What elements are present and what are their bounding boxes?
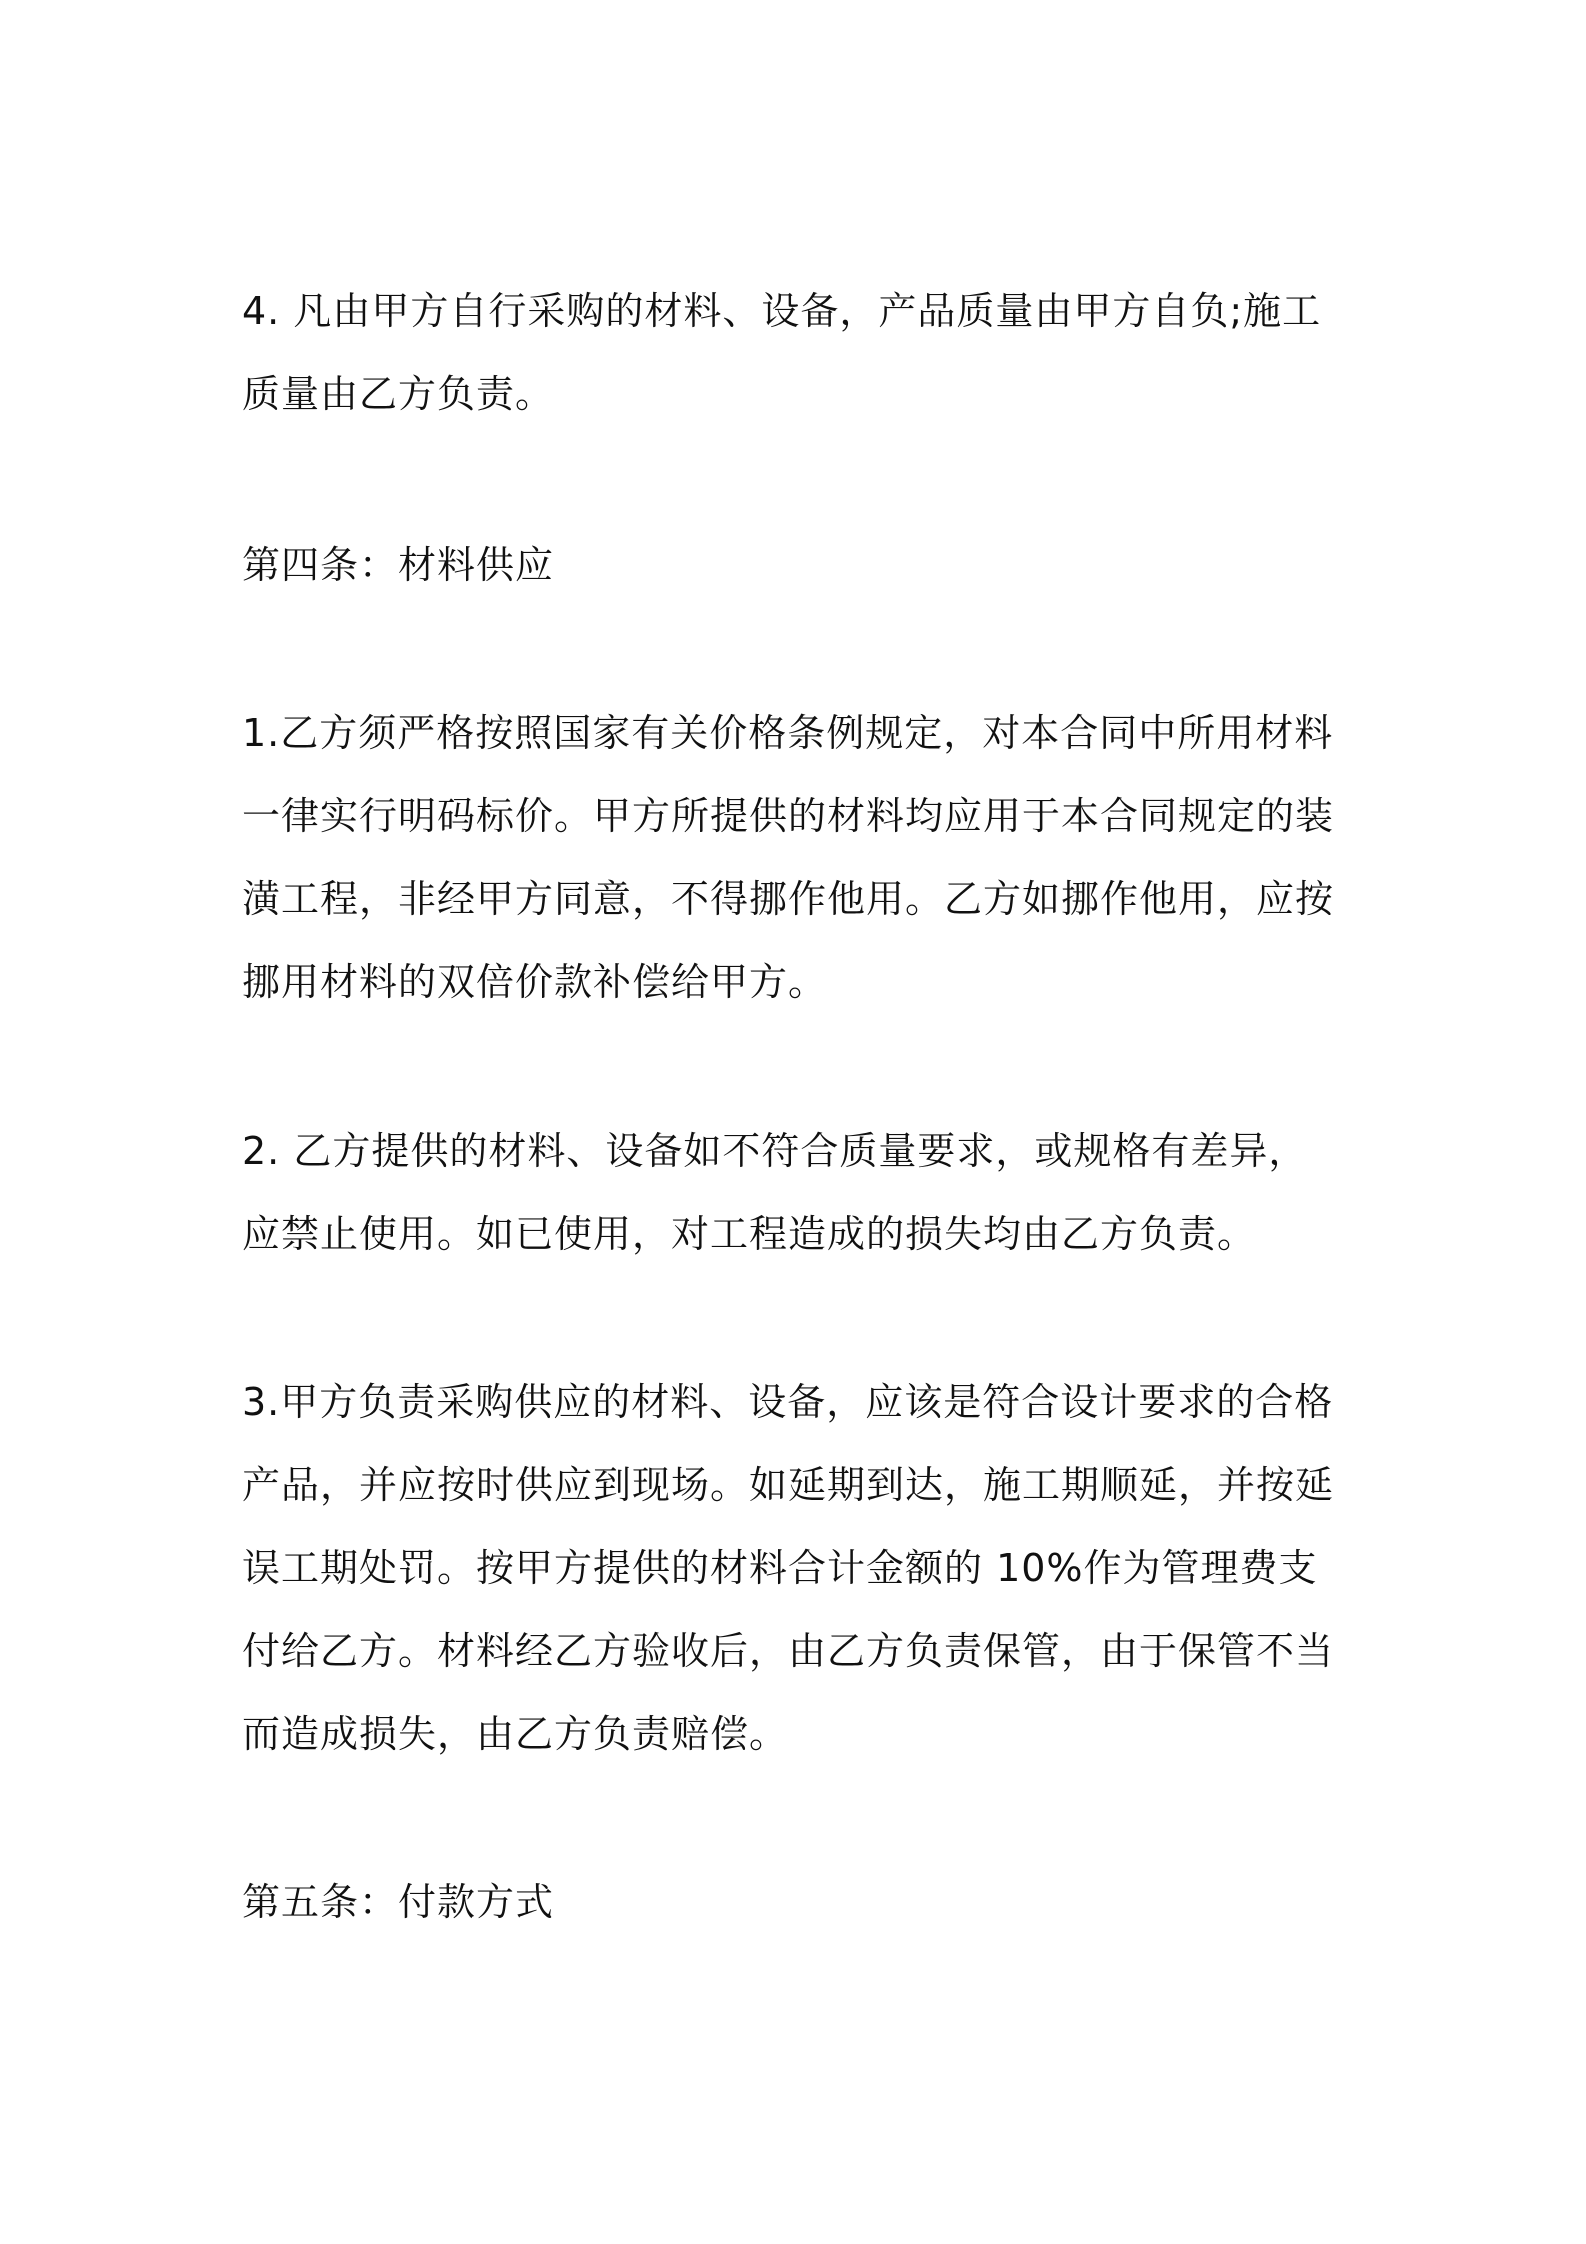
paragraph-line: 4. 凡由甲方自行采购的材料、设备，产品质量由甲方自负;施工 — [242, 289, 1322, 333]
paragraph-line: 而造成损失，由乙方负责赔偿。 — [242, 1712, 789, 1756]
paragraph-article4-item-2 — [242, 1110, 1357, 1276]
paragraph-line: 质量由乙方负责。 — [242, 372, 555, 416]
paragraph-article4-item-3 — [242, 1361, 1357, 1776]
paragraph-line: 产品，并应按时供应到现场。如延期到达，施工期顺延，并按延 — [242, 1463, 1335, 1507]
paragraph-line: 应禁止使用。如已使用，对工程造成的损失均由乙方负责。 — [242, 1212, 1257, 1256]
paragraph-line: 2. 乙方提供的材料、设备如不符合质量要求，或规格有差异， — [242, 1129, 1308, 1173]
paragraph-line: 3.甲方负责采购供应的材料、设备，应该是符合设计要求的合格 — [242, 1380, 1334, 1424]
paragraph-line: 挪用材料的双倍价款补偿给甲方。 — [242, 960, 828, 1004]
paragraph-line: 潢工程，非经甲方同意，不得挪作他用。乙方如挪作他用，应按 — [242, 877, 1335, 921]
paragraph-line: 一律实行明码标价。甲方所提供的材料均应用于本合同规定的装 — [242, 794, 1335, 838]
paragraph-article4-item-1 — [242, 692, 1357, 1024]
article-5-heading: 第五条：付款方式 — [242, 1880, 555, 1924]
paragraph-item-4 — [242, 270, 1357, 436]
paragraph-line: 1.乙方须严格按照国家有关价格条例规定，对本合同中所用材料 — [242, 711, 1334, 755]
article-4-heading: 第四条：材料供应 — [242, 543, 555, 587]
paragraph-line: 误工期处罚。按甲方提供的材料合计金额的 10%作为管理费支 — [242, 1546, 1318, 1590]
paragraph-line: 付给乙方。材料经乙方验收后，由乙方负责保管，由于保管不当 — [242, 1629, 1335, 1673]
